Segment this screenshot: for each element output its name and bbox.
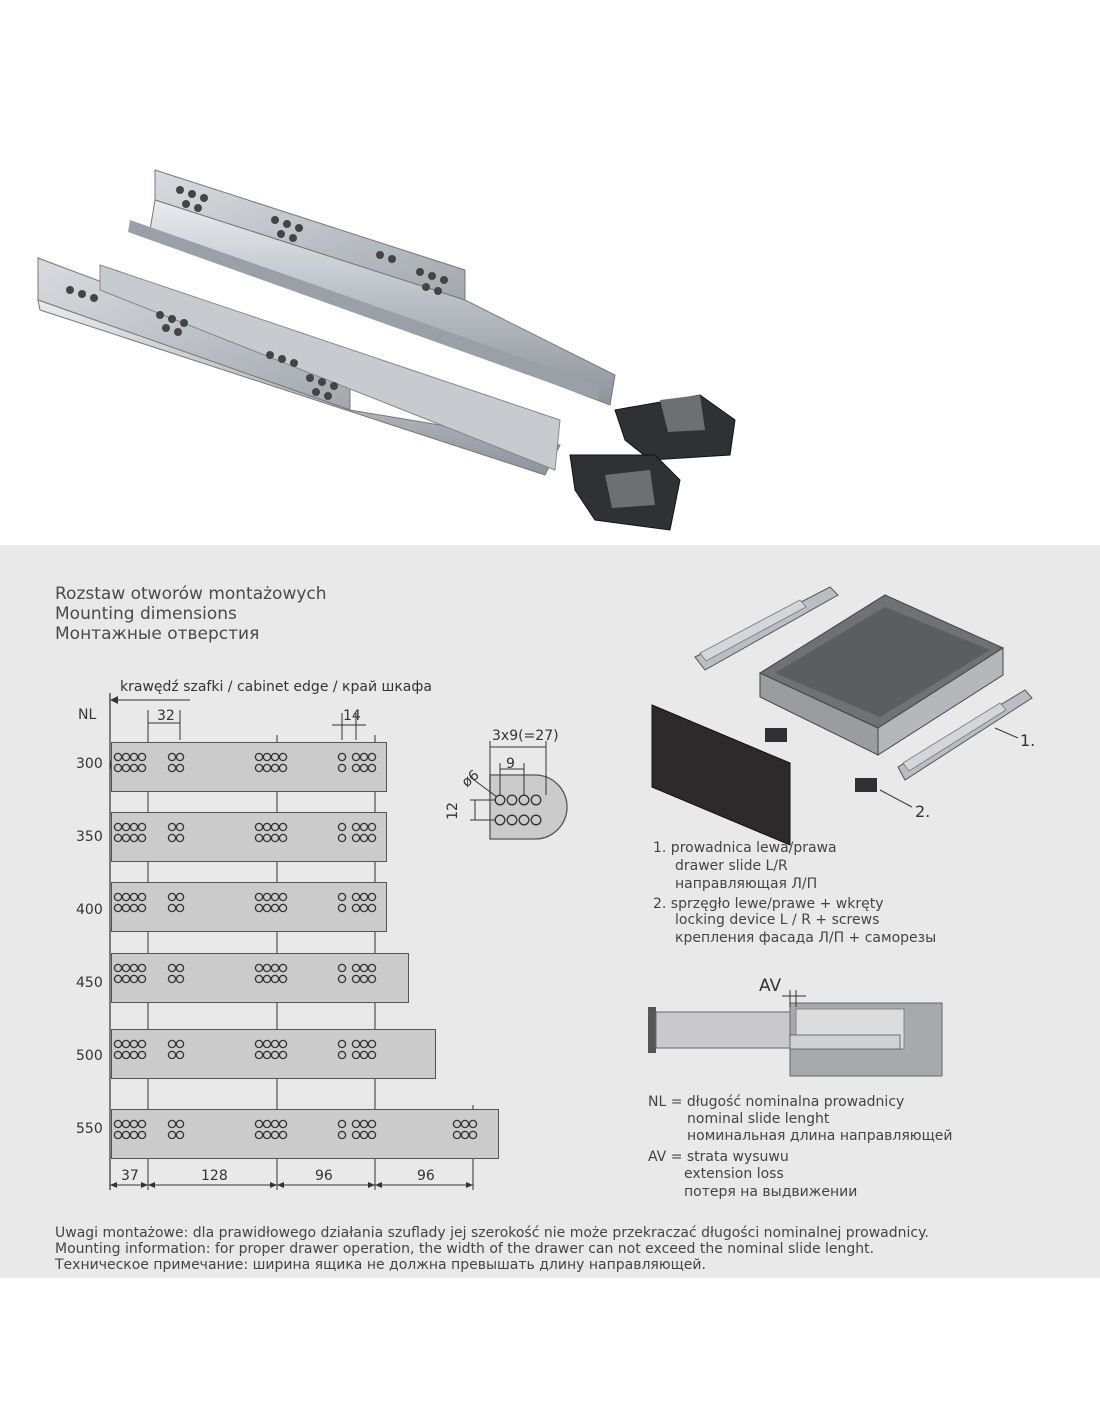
legend-item1-pl: 1. prowadnica lewa/prawa [653,840,837,856]
hole-spacing-label: 3x9(=27) [492,728,559,744]
av-diagram [0,545,1100,1278]
product-photo-slides [0,0,1100,545]
def-nl-en: nominal slide lenght [687,1111,830,1127]
hole-height-label: 12 [444,802,461,820]
legend-item2-ru: крепления фасада Л/П + саморезы [675,930,937,946]
av-label: AV [759,976,782,996]
note-ru: Техническое примечание: ширина ящика не должна превышать длину направляющей. [55,1257,706,1273]
spec-panel [0,545,1100,1278]
legend-item1-en: drawer slide L/R [675,858,788,874]
def-nl-pl: NL = długość nominalna prowadnicy [648,1094,905,1110]
dim-37: 37 [121,1168,139,1184]
dim-96-b: 96 [417,1168,435,1184]
hole-diameter-label: ø6 [458,767,483,791]
note-pl: Uwagi montażowe: dla prawidłowego działania szuflady jej szerokość nie może przekraczać długości nominalnej prowadnicy. [55,1225,929,1241]
def-av-pl: AV = strata wysuwu [648,1149,789,1165]
locking-device-right [570,455,680,530]
note-en: Mounting information: for proper drawer operation, the width of the drawer can not exceed the nominal slide lenght. [55,1241,875,1257]
cabinet-edge-label: krawędź szafki / cabinet edge / край шкафа [120,679,432,695]
legend-item2-en: locking device L / R + screws [675,912,880,928]
dim-14: 14 [343,708,361,724]
callout-1: 1. [1020,731,1036,750]
title-ru: Монтажные отверстия [55,624,260,644]
title-en: Mounting dimensions [55,604,237,624]
row-label-400: 400 [76,902,103,918]
def-nl-ru: номинальная длина направляющей [687,1128,953,1144]
def-av-en: extension loss [684,1166,784,1182]
row-label-300: 300 [76,756,103,772]
callout-2: 2. [915,802,931,821]
row-label-550: 550 [76,1121,103,1137]
hole-pitch-label: 9 [506,756,515,772]
def-av-ru: потеря на выдвижении [684,1184,858,1200]
legend-item2-pl: 2. sprzęgło lewe/prawe + wkręty [653,896,884,912]
row-label-450: 450 [76,975,103,991]
title-pl: Rozstaw otworów montażowych [55,584,327,604]
dim-128: 128 [201,1168,228,1184]
row-label-350: 350 [76,829,103,845]
locking-device-left [615,395,735,460]
nl-header: NL [78,707,97,723]
dim-96-a: 96 [315,1168,333,1184]
dim-32: 32 [157,708,175,724]
row-label-500: 500 [76,1048,103,1064]
legend-item1-ru: направляющая Л/П [675,876,818,892]
